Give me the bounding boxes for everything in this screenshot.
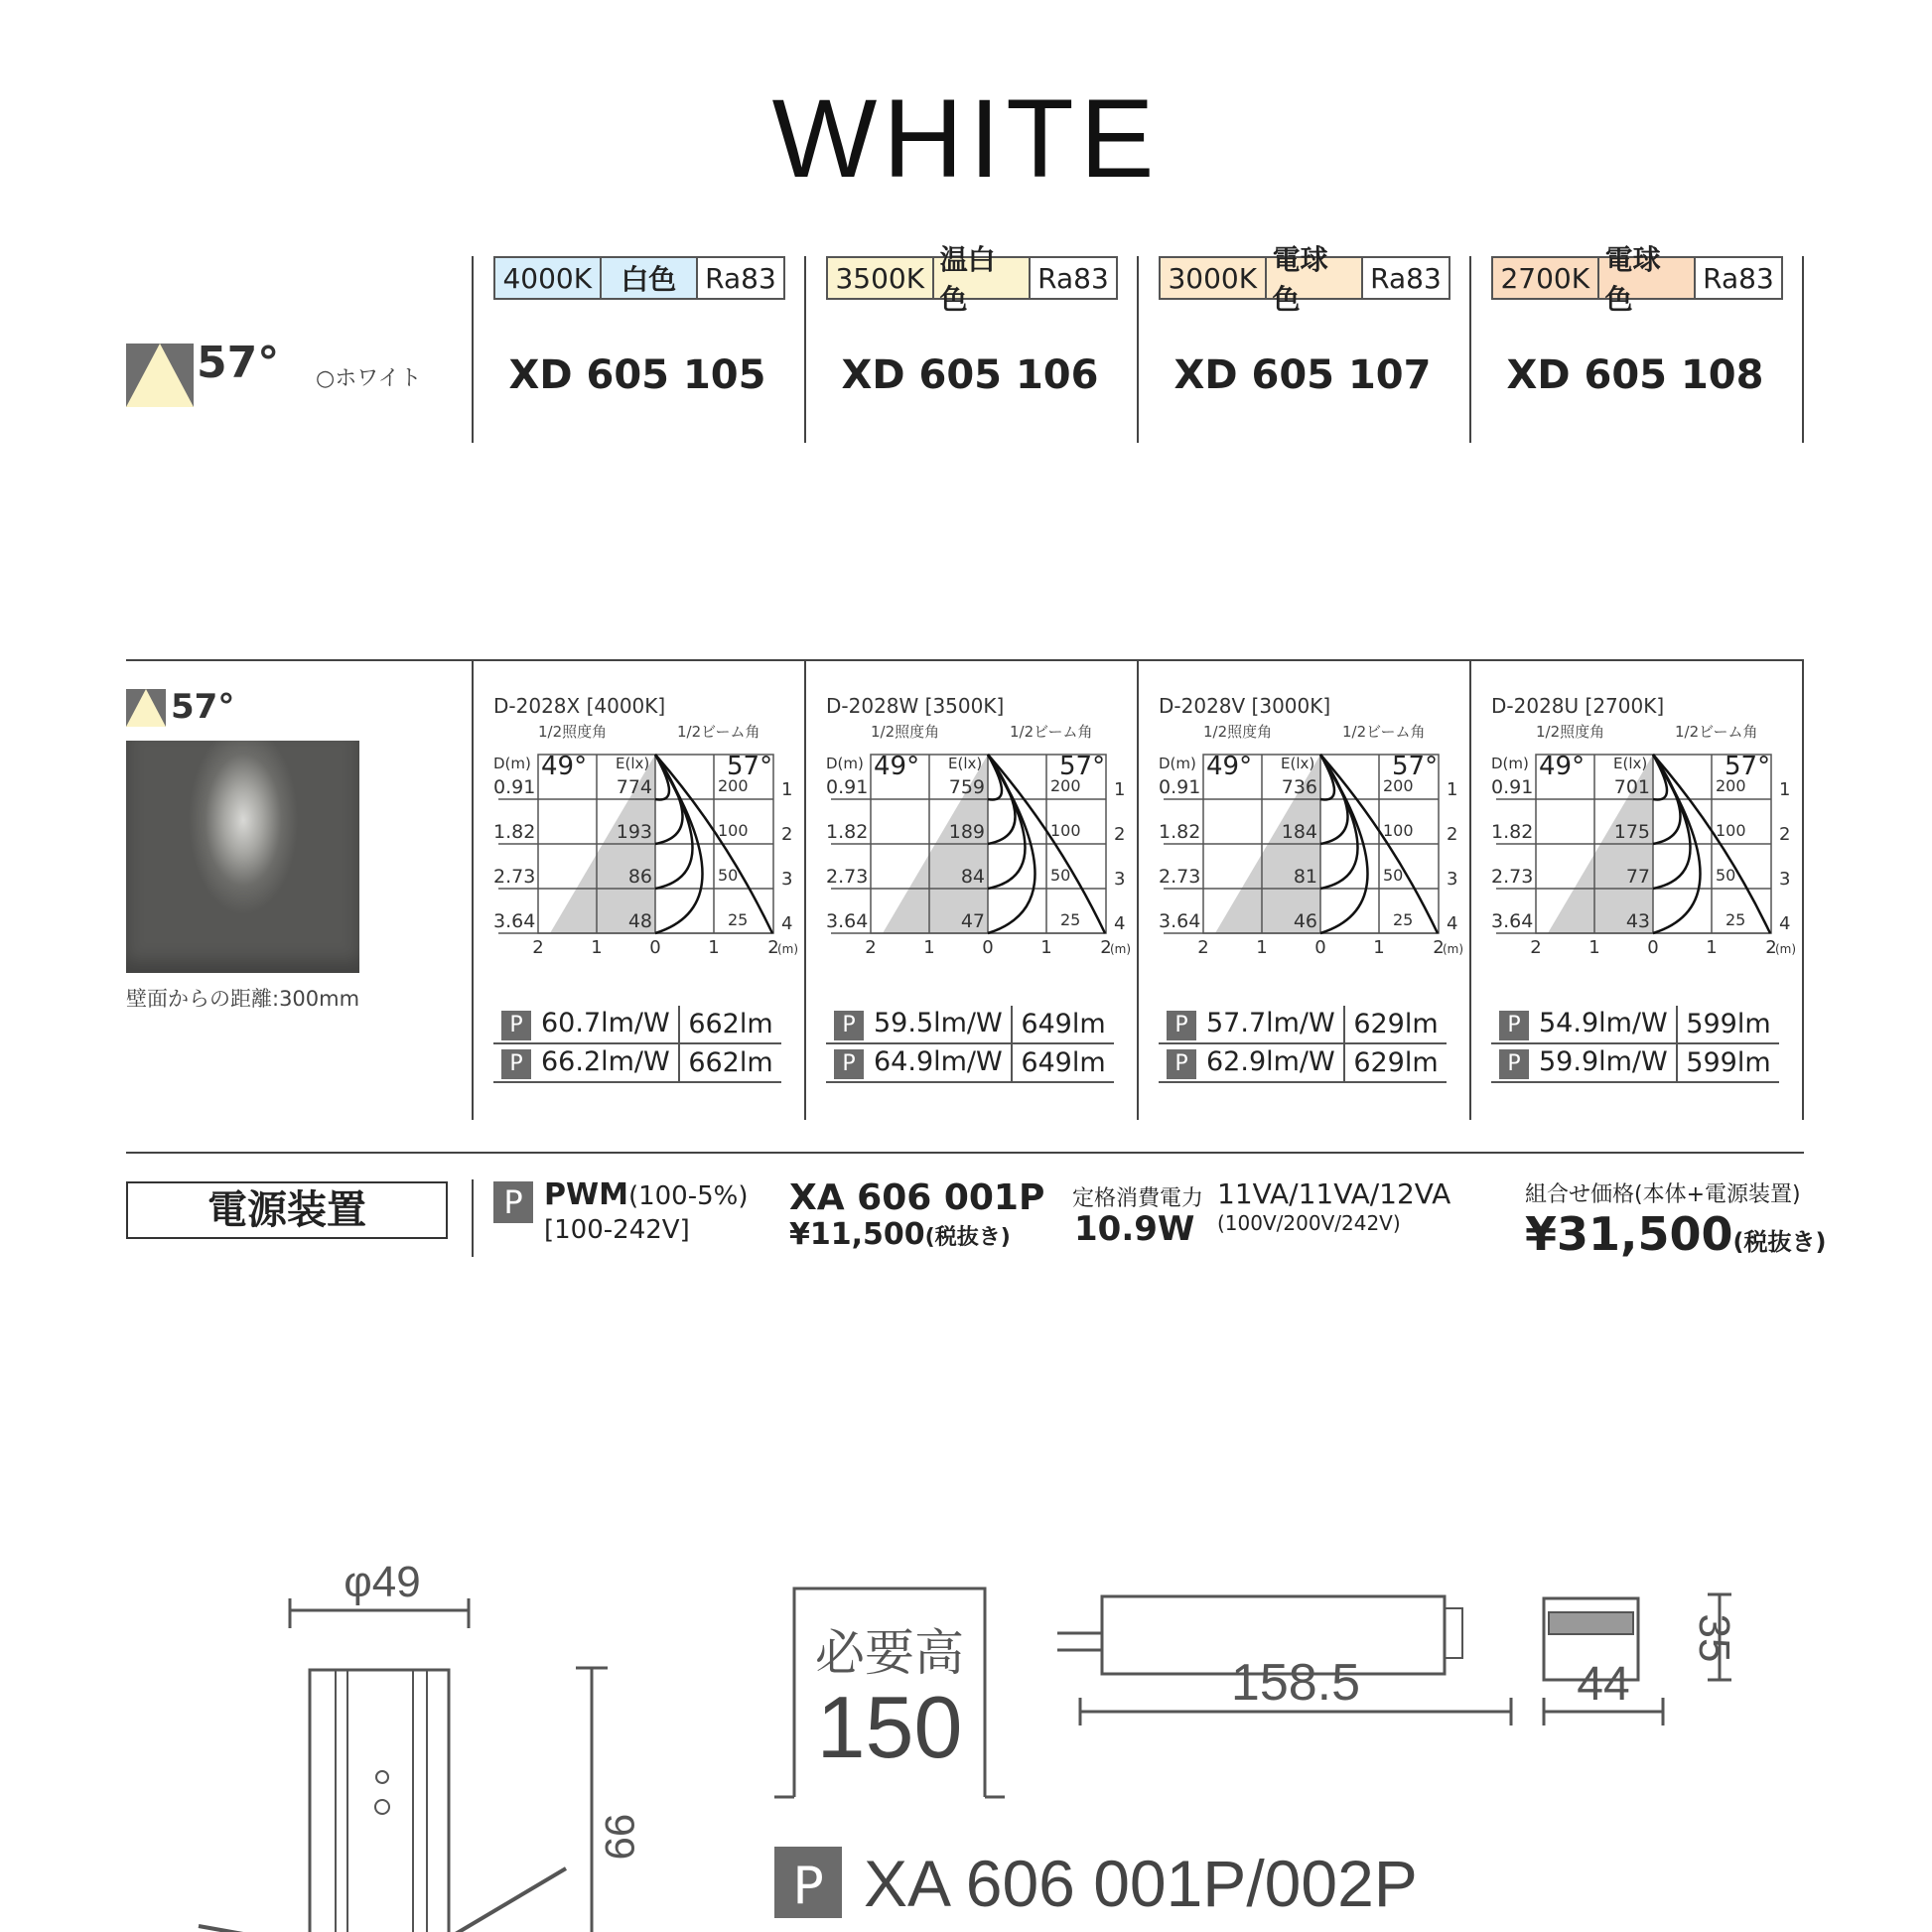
- illuminance-value: 774: [616, 776, 652, 798]
- distance-label: 3.64: [493, 910, 536, 932]
- d-label: D(m): [1159, 755, 1196, 772]
- voltage-range: [100-242V]: [544, 1215, 690, 1245]
- x-axis-label: 1: [1588, 937, 1600, 958]
- lm-per-w: 66.2lm/W: [541, 1046, 670, 1077]
- right-axis-label: 3: [1114, 869, 1126, 890]
- illuminance-value: 77: [1625, 866, 1650, 888]
- contour-label: 200: [1383, 776, 1414, 795]
- combo-price: [1525, 1207, 1826, 1261]
- contour-label: 200: [1050, 776, 1081, 795]
- x-axis-label: 1: [1256, 937, 1268, 958]
- lm-per-w: 54.9lm/W: [1539, 1008, 1668, 1038]
- contour-label: 100: [1383, 821, 1414, 840]
- lm-per-w: 60.7lm/W: [541, 1008, 670, 1038]
- x-axis-label: 2: [1197, 937, 1209, 958]
- diagram-code: D-2028U [2700K]: [1491, 694, 1665, 718]
- depth-label: 35: [1690, 1613, 1738, 1663]
- lm-per-w: 59.9lm/W: [1539, 1046, 1668, 1077]
- model-number[interactable]: XD 605 107: [1173, 352, 1432, 398]
- contour-label: 100: [1716, 821, 1746, 840]
- model-number[interactable]: XD 605 105: [508, 352, 766, 398]
- d-label: D(m): [1491, 755, 1529, 772]
- photo-caption: 壁面からの距離:300mm: [126, 987, 360, 1011]
- kelvin-chip: 2700K: [1493, 258, 1599, 298]
- combo-tax-note: (税抜き): [1732, 1228, 1827, 1256]
- distance-label: 1.82: [1491, 821, 1534, 843]
- p-badge-icon: P: [501, 1049, 531, 1079]
- illuminance-value: 84: [960, 866, 985, 888]
- p-badge-icon: P: [1167, 1011, 1196, 1040]
- right-axis-label: 4: [781, 913, 793, 934]
- illuminance-value: 86: [627, 866, 652, 888]
- p-badge-icon: P: [1499, 1011, 1529, 1040]
- illum-angle: 49°: [874, 752, 920, 781]
- ra-chip: Ra83: [1703, 261, 1774, 295]
- x-axis-label: 1: [591, 937, 603, 958]
- rated-watt: 10.9W: [1074, 1209, 1195, 1249]
- distance-label: 0.91: [1491, 776, 1534, 798]
- distance-label: 2.73: [1491, 866, 1534, 888]
- combo-label: 組合せ価格(本体+電源装置): [1525, 1182, 1801, 1207]
- p-badge-icon: P: [1499, 1049, 1529, 1079]
- right-axis-label: 3: [1447, 869, 1458, 890]
- lm-per-w: 57.7lm/W: [1206, 1008, 1335, 1038]
- fixture-dimension-drawing: [179, 1549, 655, 1932]
- right-axis-label: 4: [1779, 913, 1791, 934]
- x-axis-label: 1: [1040, 937, 1052, 958]
- photometric-panel: [826, 685, 1132, 1013]
- e-label: E(lx): [1613, 755, 1648, 772]
- contour-label: 100: [718, 821, 749, 840]
- illuminance-value: 48: [627, 910, 652, 932]
- diagram-code: D-2028W [3500K]: [826, 694, 1005, 718]
- right-axis-label: 1: [1114, 779, 1126, 800]
- beam-curve: [988, 755, 1026, 889]
- spec-chip-2700k: [1491, 243, 1783, 316]
- length-label: 158.5: [1230, 1654, 1361, 1712]
- efficacy-table: [826, 1006, 1114, 1083]
- beam-photo: [126, 741, 359, 973]
- half-illum-label: 1/2照度角: [1536, 723, 1605, 741]
- x-axis-label: 0: [1314, 937, 1326, 958]
- beam-angle: 57°: [171, 687, 235, 727]
- photometric-panel: [1159, 685, 1464, 1013]
- half-illum-label: 1/2照度角: [871, 723, 940, 741]
- contour-label: 50: [718, 866, 739, 885]
- illum-angle: 49°: [541, 752, 588, 781]
- x-axis-unit: (m): [1775, 942, 1797, 956]
- pwm-label: [544, 1177, 748, 1212]
- right-axis-label: 4: [1447, 913, 1458, 934]
- d-label: D(m): [826, 755, 864, 772]
- lumen: 649lm: [1012, 1043, 1114, 1082]
- illuminance-value: 184: [1281, 821, 1317, 843]
- power-supply-dimension-drawing: [764, 1579, 1757, 1932]
- beam-angle-label: 57°: [727, 752, 773, 781]
- distance-label: 0.91: [493, 776, 536, 798]
- illuminance-value: 193: [616, 821, 652, 843]
- p-badge-icon: P: [1167, 1049, 1196, 1079]
- height-label: 99: [597, 1813, 643, 1861]
- finish-label: ○ホワイト: [316, 366, 422, 391]
- power-supply-label: 電源装置: [126, 1181, 448, 1239]
- rated-label: 定格消費電力: [1072, 1186, 1204, 1211]
- p-badge-icon: P: [501, 1011, 531, 1040]
- illuminance-value: 47: [960, 910, 985, 932]
- required-height-value: 150: [816, 1678, 963, 1776]
- ra-chip: Ra83: [705, 261, 776, 295]
- contour-label: 50: [1050, 866, 1071, 885]
- illuminance-value: 701: [1613, 776, 1650, 798]
- width-label: 44: [1577, 1658, 1630, 1711]
- beam-angle-label: 57°: [1725, 752, 1771, 781]
- kelvin-chip: 4000K: [495, 258, 602, 298]
- x-axis-unit: (m): [1443, 942, 1464, 956]
- contour-label: 25: [1393, 910, 1414, 929]
- pwm-text: PWM: [544, 1177, 628, 1212]
- contour-label: 100: [1050, 821, 1081, 840]
- voltage-list: (100V/200V/242V): [1217, 1211, 1401, 1235]
- beam-curve: [1653, 755, 1691, 889]
- spec-chip-4000k: [493, 256, 785, 300]
- x-axis-label: 2: [865, 937, 877, 958]
- distance-label: 2.73: [826, 866, 869, 888]
- photometric-panel: [493, 685, 799, 1013]
- kelvin-chip: 3500K: [828, 258, 934, 298]
- distance-label: 0.91: [1159, 776, 1201, 798]
- ra-chip: Ra83: [1370, 261, 1442, 295]
- lm-per-w: 62.9lm/W: [1206, 1046, 1335, 1077]
- right-axis-label: 1: [1447, 779, 1458, 800]
- p-badge-icon: P: [792, 1857, 824, 1916]
- illuminance-value: 43: [1625, 910, 1650, 932]
- e-label: E(lx): [1281, 755, 1315, 772]
- right-axis-label: 2: [1779, 824, 1791, 845]
- diagram-code: D-2028X [4000K]: [493, 694, 666, 718]
- x-axis-label: 1: [1373, 937, 1385, 958]
- half-beam-label: 1/2ビーム角: [1675, 723, 1758, 741]
- beam-angle: 57°: [197, 338, 280, 388]
- combo-price-value: ¥31,500: [1525, 1207, 1733, 1261]
- distance-label: 1.82: [1159, 821, 1201, 843]
- beam-curve: [1320, 755, 1358, 889]
- lumen: 599lm: [1677, 1006, 1779, 1043]
- beam-angle-label: 57°: [1392, 752, 1439, 781]
- beam-triangle-icon: [126, 689, 166, 727]
- power-supply-model-full: XA 606 001P/002P: [864, 1847, 1418, 1920]
- half-illum-label: 1/2照度角: [538, 723, 608, 741]
- beam-angle-label: 57°: [1059, 752, 1106, 781]
- contour-label: 200: [1716, 776, 1746, 795]
- x-axis-label: 1: [923, 937, 935, 958]
- required-height-label: 必要高: [815, 1624, 964, 1682]
- half-beam-label: 1/2ビーム角: [1342, 723, 1426, 741]
- contour-label: 50: [1716, 866, 1736, 885]
- x-axis-label: 2: [1530, 937, 1542, 958]
- x-axis-unit: (m): [777, 942, 799, 956]
- right-axis-label: 2: [1447, 824, 1458, 845]
- ra-chip: Ra83: [1037, 261, 1109, 295]
- x-axis-label: 2: [1765, 937, 1777, 958]
- page-title: WHITE: [771, 76, 1161, 201]
- diameter-label: φ49: [344, 1558, 421, 1606]
- lumen: 629lm: [1344, 1006, 1447, 1043]
- distance-label: 2.73: [1159, 866, 1201, 888]
- right-axis-label: 4: [1114, 913, 1126, 934]
- x-axis-label: 2: [532, 937, 544, 958]
- x-axis-label: 0: [982, 937, 994, 958]
- diagram-code: D-2028V [3000K]: [1159, 694, 1331, 718]
- right-axis-label: 3: [1779, 869, 1791, 890]
- color-name-chip: 白色: [602, 258, 698, 298]
- distance-label: 3.64: [1491, 910, 1534, 932]
- price-value: ¥11,500: [789, 1217, 925, 1252]
- illuminance-value: 759: [948, 776, 985, 798]
- contour-label: 25: [1060, 910, 1081, 929]
- x-axis-label: 2: [767, 937, 779, 958]
- e-label: E(lx): [948, 755, 983, 772]
- pwm-range: (100-5%): [627, 1181, 749, 1211]
- spec-chip-3000k: [1159, 243, 1450, 316]
- illuminance-value: 46: [1293, 910, 1317, 932]
- lumen: 649lm: [1012, 1006, 1114, 1043]
- tax-note: (税抜き): [924, 1225, 1011, 1250]
- illum-angle: 49°: [1206, 752, 1253, 781]
- rated-va: 11VA/11VA/12VA: [1217, 1177, 1451, 1210]
- beam-curve: [655, 755, 693, 889]
- p-badge-icon: P: [834, 1011, 864, 1040]
- kelvin-chip: 3000K: [1161, 258, 1267, 298]
- x-axis-label: 2: [1433, 937, 1445, 958]
- right-axis-label: 2: [1114, 824, 1126, 845]
- x-axis-label: 1: [1706, 937, 1718, 958]
- model-number[interactable]: XD 605 108: [1506, 352, 1764, 398]
- right-axis-label: 1: [1779, 779, 1791, 800]
- spec-chip-3500k: [826, 243, 1118, 316]
- color-name-chip: 電球色: [1599, 258, 1696, 298]
- contour-label: 200: [718, 776, 749, 795]
- right-axis-label: 1: [781, 779, 793, 800]
- distance-label: 2.73: [493, 866, 536, 888]
- distance-label: 1.82: [493, 821, 536, 843]
- photometric-panel: [1491, 685, 1797, 1013]
- color-name-chip: 電球色: [1267, 258, 1363, 298]
- illuminance-value: 175: [1613, 821, 1650, 843]
- power-supply-price: [789, 1217, 1011, 1252]
- power-supply-model[interactable]: XA 606 001P: [789, 1177, 1045, 1218]
- x-axis-unit: (m): [1110, 942, 1132, 956]
- right-axis-label: 3: [781, 869, 793, 890]
- d-label: D(m): [493, 755, 531, 772]
- efficacy-table: [1159, 1006, 1447, 1083]
- half-illum-label: 1/2照度角: [1203, 723, 1273, 741]
- contour-label: 25: [728, 910, 749, 929]
- distance-label: 3.64: [826, 910, 869, 932]
- half-beam-label: 1/2ビーム角: [677, 723, 760, 741]
- lumen: 662lm: [679, 1043, 781, 1082]
- contour-label: 50: [1383, 866, 1404, 885]
- lm-per-w: 59.5lm/W: [874, 1008, 1003, 1038]
- efficacy-table: [1491, 1006, 1779, 1083]
- contour-label: 25: [1725, 910, 1746, 929]
- e-label: E(lx): [616, 755, 650, 772]
- lumen: 662lm: [679, 1006, 781, 1043]
- distance-label: 1.82: [826, 821, 869, 843]
- illuminance-value: 81: [1293, 866, 1317, 888]
- lumen: 599lm: [1677, 1043, 1779, 1082]
- x-axis-label: 1: [708, 937, 720, 958]
- x-axis-label: 0: [649, 937, 661, 958]
- lm-per-w: 64.9lm/W: [874, 1046, 1003, 1077]
- color-name-chip: 温白色: [934, 258, 1031, 298]
- lumen: 629lm: [1344, 1043, 1447, 1082]
- distance-label: 0.91: [826, 776, 869, 798]
- p-badge-icon: P: [493, 1181, 533, 1223]
- beam-triangle-icon: [126, 344, 194, 407]
- x-axis-label: 2: [1100, 937, 1112, 958]
- illuminance-value: 736: [1281, 776, 1317, 798]
- distance-label: 3.64: [1159, 910, 1201, 932]
- model-number[interactable]: XD 605 106: [841, 352, 1099, 398]
- illuminance-value: 189: [948, 821, 985, 843]
- p-badge-icon: P: [834, 1049, 864, 1079]
- right-axis-label: 2: [781, 824, 793, 845]
- efficacy-table: [493, 1006, 781, 1083]
- illum-angle: 49°: [1539, 752, 1586, 781]
- half-beam-label: 1/2ビーム角: [1010, 723, 1093, 741]
- x-axis-label: 0: [1647, 937, 1659, 958]
